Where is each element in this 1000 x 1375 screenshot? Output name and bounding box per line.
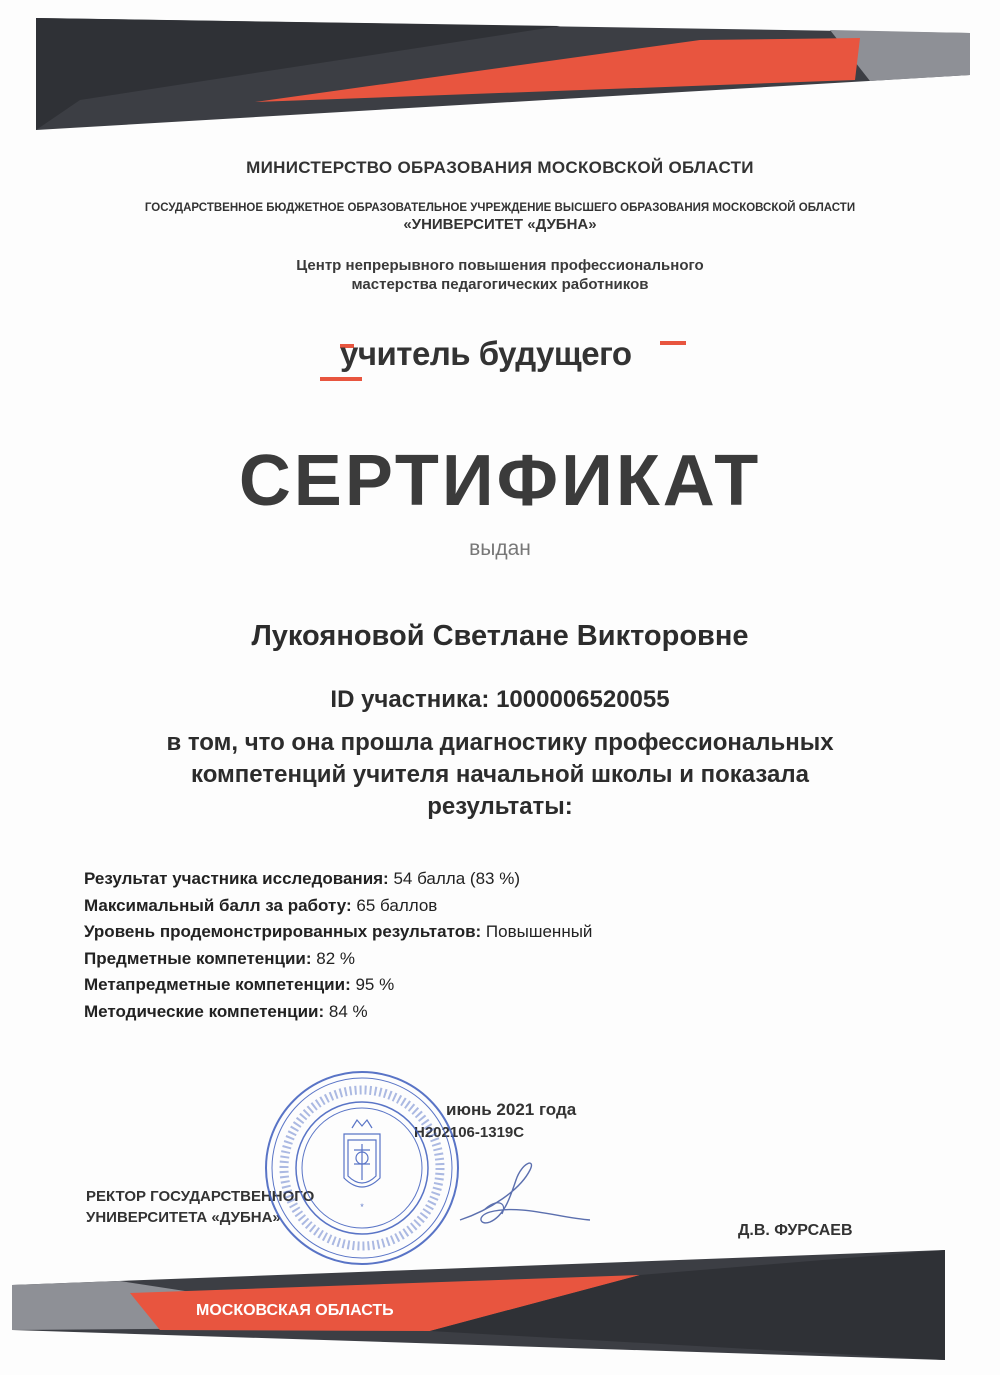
result-label: Уровень продемонстрированных результатов: [84, 922, 482, 941]
result-value: 82 % [311, 948, 356, 968]
brand-logo: учитель будущего [340, 335, 632, 372]
result-row [84, 999, 592, 1026]
university-name: «УНИВЕРСИТЕТ «ДУБНА» [403, 216, 597, 233]
center-name-line2: мастерства педагогических работников [351, 276, 649, 293]
result-value: 84 % [324, 1001, 368, 1021]
result-label: Результат участника исследования: [84, 869, 389, 888]
result-value: Повышенный [481, 922, 593, 941]
statement-line2: компетенций учителя начальной школы и показала [191, 761, 809, 788]
signer-name: Д.В. ФУРСАЕВ [738, 1222, 853, 1239]
institution-type: ГОСУДАРСТВЕННОЕ БЮДЖЕТНОЕ ОБРАЗОВАТЕЛЬНОЕ УЧРЕЖДЕНИЕ ВЫСШЕГО ОБРАЗОВАНИЯ МОСКОВСКОЙ ОБЛАСТИ [144, 202, 856, 214]
result-label: Предметные компетенции: [84, 948, 312, 968]
result-value: 54 балла (83 %) [388, 869, 520, 888]
recipient-name: Лукояновой Светлане Викторовне [251, 620, 749, 652]
result-row [84, 972, 592, 999]
rector-title-line2: УНИВЕРСИТЕТА «ДУБНА» [86, 1209, 281, 1226]
center-name [0, 256, 1000, 294]
statement-line3: результаты: [427, 793, 573, 820]
svg-text:*: * [360, 1202, 364, 1212]
issued-label: выдан [469, 537, 531, 560]
result-label: Методические компетенции: [84, 1001, 325, 1021]
certificate-statement [0, 727, 1000, 823]
result-row [84, 866, 592, 893]
result-label: Метапредметные компетенции: [84, 975, 351, 994]
document-number: Н202106-1319С [414, 1124, 525, 1141]
result-row [84, 919, 592, 946]
statement-line1: в том, что она прошла диагностику профессиональных [166, 729, 834, 756]
result-value: 65 баллов [351, 895, 438, 915]
bottom-decorative-band [0, 1235, 1000, 1375]
participant-id: ID участника: 1000006520055 [330, 686, 670, 713]
top-decorative-band [0, 0, 1000, 140]
result-value: 95 % [350, 975, 395, 994]
ministry-heading: МИНИСТЕРСТВО ОБРАЗОВАНИЯ МОСКОВСКОЙ ОБЛАСТИ [246, 158, 754, 177]
issue-date: июнь 2021 года [446, 1100, 577, 1119]
footer-region-label: МОСКОВСКАЯ ОБЛАСТЬ [196, 1302, 394, 1319]
result-label: Максимальный балл за работу: [84, 895, 352, 915]
certificate-title: СЕРТИФИКАТ [238, 441, 762, 521]
rector-title-line1: РЕКТОР ГОСУДАРСТВЕННОГО [86, 1188, 315, 1205]
result-row [84, 946, 592, 973]
signature [450, 1150, 600, 1240]
result-row [84, 893, 592, 920]
center-name-line1: Центр непрерывного повышения профессионального [296, 257, 704, 274]
results-list [84, 866, 592, 1025]
